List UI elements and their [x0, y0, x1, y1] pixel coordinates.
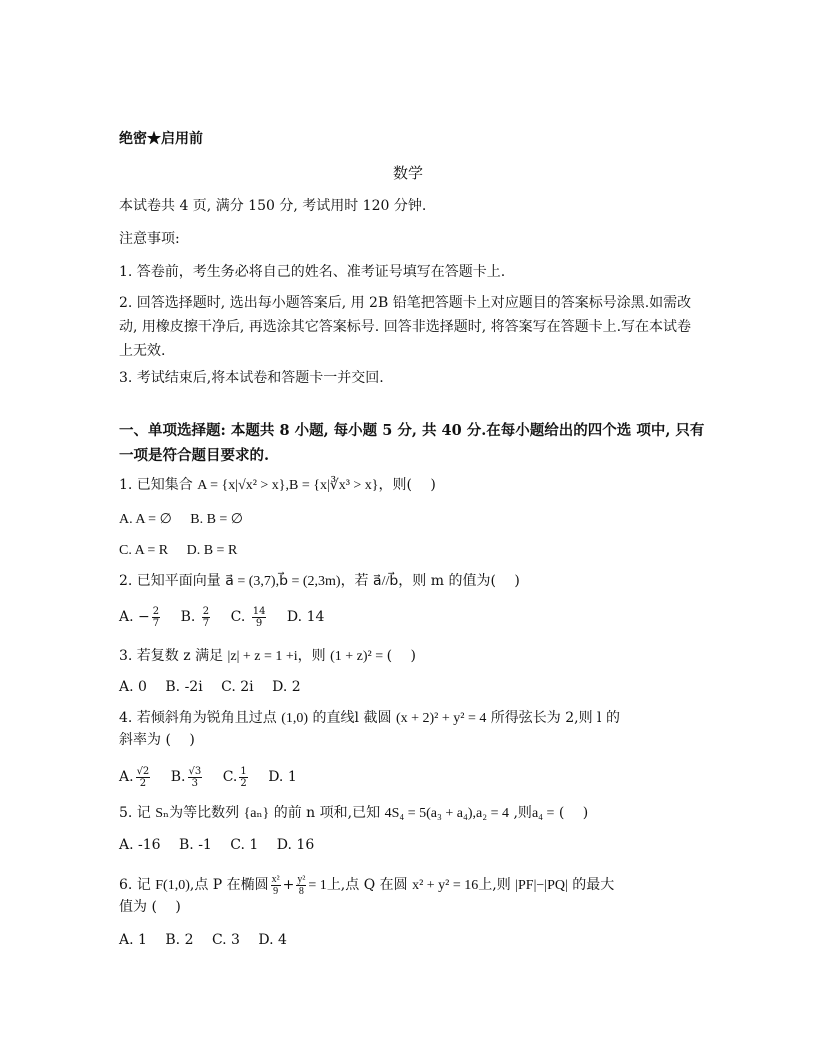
q3-math2: (1 + z)² =: [330, 649, 387, 664]
question-2-options: [119, 604, 338, 630]
q4-option-b: [170, 765, 209, 789]
q5-stem-a: 5. 记: [119, 805, 151, 821]
q3-option-c: C. 2i: [221, 679, 254, 695]
question-1-stem: [119, 476, 436, 495]
question-3-options: [119, 678, 315, 696]
q1-stem-b: ，则( ): [378, 477, 436, 493]
q5-math: Sₙ: [155, 806, 170, 821]
q1-option-d: D. B = R: [186, 543, 238, 558]
question-4-options: [119, 764, 311, 790]
q4-stem-a: 4. 若倾斜角为锐角且过点: [119, 710, 277, 726]
q3-option-a: A. 0: [119, 679, 147, 695]
q6-stem-a: 6. 记: [119, 877, 151, 893]
q5-option-d: D. 16: [276, 837, 315, 853]
q2-option-d-label: D.: [286, 609, 303, 625]
q6-stem-d: 上,则: [478, 877, 511, 893]
q4-option-d-label: D.: [268, 769, 284, 785]
q4-option-c: [222, 765, 255, 789]
question-6-stem: 6. 记 F(1,0),点 P 在椭圆 $\frac{\text{x²}}{9}$ + $\frac{\text{y²}}{8}$ = 1上,点 Q 在圆 x² + y² = 16上,则 |PF|−|PQ| 的最大: [119, 873, 615, 897]
q2-option-d-value: 14: [306, 609, 325, 625]
q5-stem-c: 的前 n 项和,已知: [273, 805, 381, 821]
q6-fraction-x: [271, 874, 281, 897]
q6-math4: |PF|−|PQ|: [515, 878, 568, 893]
fraction-denominator: 9: [273, 885, 279, 897]
q5-math2: {aₙ}: [243, 806, 270, 821]
notes-heading: 注意事项:: [119, 231, 180, 247]
q6-fraction-y: [296, 874, 306, 897]
q4-option-d: [268, 769, 297, 785]
section-heading: 一、单项选择题: 本题共 8 小题, 每小题 5 分, 共 40 分.在每小题给出的四个选 项中, 只有一项是符合题目要求的.: [119, 422, 705, 464]
question-5-options: [119, 836, 328, 854]
q4-option-b-label: B.: [170, 769, 186, 785]
q6-math2: = 1: [308, 878, 327, 893]
fraction-denominator: 7: [202, 617, 210, 629]
q4-option-b-fraction: [188, 766, 203, 789]
q2-option-a-sign: −: [138, 609, 150, 625]
q5-math4: a₄ =: [531, 806, 555, 821]
fraction-numerator: 1: [240, 765, 247, 777]
q4-math2: (x + 2)² + y² = 4: [395, 711, 487, 726]
q2-option-a-fraction: [152, 606, 160, 629]
q2-stem-a: 2. 已知平面向量: [119, 573, 221, 589]
fraction-denominator: 8: [298, 885, 304, 897]
q6-stem-c: 上,点 Q 在圆: [326, 877, 408, 893]
q1-option-c: C. A = R: [119, 543, 169, 558]
q6-math3: x² + y² = 16: [412, 878, 479, 893]
fraction-numerator: 14: [252, 605, 266, 617]
q4-option-c-fraction: [239, 766, 247, 789]
q2-option-d: [287, 609, 324, 625]
q2-stem-b: ，若: [340, 573, 369, 589]
q2-option-c-label: C.: [230, 609, 246, 625]
q3-option-d: D. 2: [272, 679, 301, 695]
q2-option-b: [180, 605, 217, 629]
q5-option-a: A. -16: [119, 837, 161, 853]
q6-option-c: C. 3: [211, 932, 240, 948]
exam-info: 本试卷共 4 页, 满分 150 分, 考试用时 120 分钟.: [119, 198, 427, 214]
fraction-denominator: 2: [139, 777, 147, 789]
q4-stem-b: 的直线l 截圆: [312, 710, 392, 726]
note-item-3: 3. 考试结束后,将本试卷和答题卡一并交回.: [119, 370, 384, 386]
q3-option-b: B. -2i: [165, 679, 203, 695]
fraction-numerator: 2: [152, 605, 160, 617]
q6-math: F(1,0): [155, 878, 190, 893]
q1-option-a: A. A = ∅: [119, 512, 172, 527]
q6-option-d: D. 4: [258, 932, 287, 948]
question-2-stem: [119, 572, 520, 591]
q3-stem-a: 3. 若复数 z 满足: [119, 648, 224, 664]
q4-option-c-label: C.: [222, 769, 238, 785]
q5-math3: 4S₄ = 5(a₃ + a₄),a₂ = 4: [384, 806, 510, 821]
confidential-header: 绝密★启用前: [119, 131, 203, 147]
question-3-stem: [119, 647, 416, 666]
q4-option-a-fraction: [136, 766, 151, 789]
fraction-numerator: √2: [136, 765, 150, 777]
q2-math2: a⃗//b⃗: [373, 574, 399, 589]
q1-option-b: B. B = ∅: [190, 512, 244, 527]
question-6-options: [119, 931, 301, 949]
fraction-numerator: x²: [271, 873, 280, 885]
question-6-stem-cont: 值为 ( ): [119, 899, 181, 915]
question-4-stem: [119, 709, 620, 728]
q6-option-b: B. 2: [165, 932, 194, 948]
fraction-numerator: √3: [188, 765, 202, 777]
fraction-denominator: 2: [240, 777, 247, 789]
q3-math: |z| + z = 1 +i: [227, 649, 298, 664]
q2-option-a-label: A.: [119, 609, 134, 625]
q5-option-b: B. -1: [179, 837, 212, 853]
q3-stem-b: ，则: [297, 648, 326, 664]
q2-option-c: [230, 605, 273, 629]
q6-stem-e: 的最大: [572, 877, 615, 893]
q5-stem-b: 为等比数列: [169, 805, 240, 821]
fraction-numerator: 2: [202, 605, 210, 617]
fraction-denominator: 3: [191, 777, 199, 789]
fraction-denominator: 9: [255, 617, 263, 629]
question-1-options-row-1: [119, 510, 257, 529]
q3-stem-c: ( ): [386, 648, 417, 664]
q4-stem-c: 所得弦长为 2,则 l 的: [490, 710, 620, 726]
q6-stem-b: ,点 P 在椭圆: [189, 877, 269, 893]
fraction-numerator: y²: [297, 873, 306, 885]
q6-option-a: A. 1: [119, 932, 147, 948]
question-5-stem: [119, 804, 588, 823]
q2-option-b-label: B.: [180, 609, 196, 625]
q2-stem-c: ，则 m 的值为( ): [398, 573, 520, 589]
q2-math: a⃗ = (3,7),b⃗ = (2,3m): [225, 574, 341, 589]
q2-option-c-fraction: [252, 606, 267, 629]
note-item-2: 2. 回答选择题时, 选出每小题答案后, 用 2B 铅笔把答题卡上对应题目的答案标号涂黑.如需改动, 用橡皮擦干净后, 再选涂其它答案标号. 回答非选择题时, 将答案写在答题卡上.写在本试卷上无效.: [119, 295, 692, 359]
question-4-stem-cont: 斜率为 ( ): [119, 732, 195, 748]
q1-stem-a: 1. 已知集合: [119, 477, 193, 493]
question-1-options-row-2: [119, 541, 251, 560]
q1-math: A = {x|√x² > x},B = {x|∛x³ > x}: [197, 478, 379, 493]
q2-option-a: [119, 605, 167, 629]
note-item-1: 1. 答卷前，考生务必将自己的姓名、准考证号填写在答题卡上.: [119, 264, 506, 280]
q4-option-d-value: 1: [287, 769, 297, 785]
q2-option-b-fraction: [202, 606, 210, 629]
fraction-denominator: 7: [152, 617, 160, 629]
q5-option-c: C. 1: [230, 837, 259, 853]
q5-stem-d: ,则: [513, 805, 532, 821]
q4-math: (1,0): [281, 711, 309, 726]
q5-stem-e: ( ): [558, 805, 589, 821]
q4-option-a-label: A.: [119, 769, 134, 785]
subject-title: 数学: [392, 164, 423, 182]
q4-option-a: [119, 765, 157, 789]
